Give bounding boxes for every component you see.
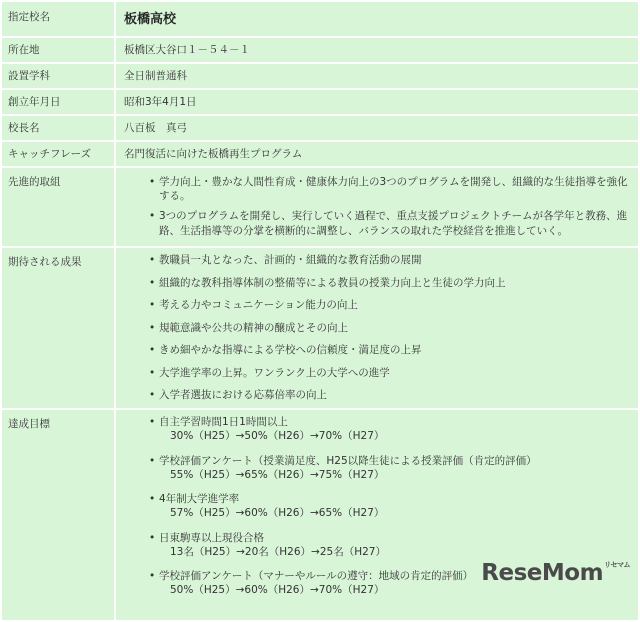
- label-principal: 校長名: [2, 116, 116, 140]
- label-address: 所在地: [2, 38, 116, 62]
- goal-title: 学校評価アンケート（マナーやルールの遵守：地域の肯定的評価）: [159, 570, 474, 582]
- goal-detail: 13名（H25）→20名（H26）→25名（H27）: [170, 545, 386, 558]
- goal-item: [159, 415, 632, 454]
- list-item: • 3つのプログラムを開発し、実行していく過程で、重点支援プロジェクトチームが各学年と教務、進路、生活指導等の分掌を横断的に調整し、バランスの取れた学校経営を推進していく。: [159, 209, 632, 237]
- row-course: [2, 64, 638, 90]
- row-goals: [2, 410, 638, 622]
- label-founded: 創立年月日: [2, 90, 116, 114]
- label-goals: 達成目標: [2, 410, 116, 620]
- row-advanced-initiatives: [2, 168, 638, 248]
- goal-title: 学校評価アンケート（授業満足度、H25以降生徒による授業評価（肯定的評価）: [159, 454, 537, 467]
- label-advanced-initiatives: 先進的取組: [2, 168, 116, 246]
- goal-title: 日東駒専以上現役合格: [159, 531, 264, 544]
- list-item: • 規範意識や公共の精神の醸成とその向上: [159, 321, 632, 344]
- goal-detail: 30%（H25）→50%（H26）→70%（H27）: [170, 430, 385, 443]
- list-item: • 学力向上・豊かな人間性育成・健康体力向上の3つのプログラムを開発し、組織的な生徒指導を強化する。: [159, 175, 632, 203]
- row-catchphrase: [2, 142, 638, 168]
- label-expected-results: 期待される成果: [2, 248, 116, 408]
- row-address: [2, 38, 638, 64]
- row-expected-results: [2, 248, 638, 410]
- value-course: 全日制普通科: [116, 64, 638, 88]
- row-principal: [2, 116, 638, 142]
- label-school-name: 指定校名: [2, 2, 116, 36]
- label-catchphrase: キャッチフレーズ: [2, 142, 116, 166]
- value-founded: 昭和3年4月1日: [116, 90, 638, 114]
- goal-detail: 50%（H25）→60%（H26）→70%（H27）: [170, 584, 385, 597]
- resemom-logo: [481, 560, 630, 586]
- goal-item: [159, 454, 632, 493]
- goal-title: 4年制大学進学率: [159, 493, 240, 505]
- value-expected-results: [116, 248, 638, 408]
- school-info-table: [2, 2, 638, 622]
- row-founded: [2, 90, 638, 116]
- value-school-name: 板橋高校: [116, 2, 638, 36]
- goal-detail: 57%（H25）→60%（H26）→65%（H27）: [170, 507, 385, 520]
- list-item: • 教職員一丸となった、計画的・組織的な教育活動の展開: [159, 253, 632, 276]
- value-address: 板橋区大谷口１－５４－１: [116, 38, 638, 62]
- list-item: • 入学者選抜における応募倍率の向上: [159, 388, 632, 411]
- goal-detail: 55%（H25）→65%（H26）→75%（H27）: [170, 468, 385, 481]
- logo-tm: リセマム: [604, 561, 630, 569]
- value-catchphrase: 名門復活に向けた板橋再生プログラム: [116, 142, 638, 166]
- value-principal: 八百板 真弓: [116, 116, 638, 140]
- value-goals: [116, 410, 638, 620]
- goal-title: 自主学習時間1日1時間以上: [159, 416, 288, 428]
- value-advanced-initiatives: [116, 168, 638, 246]
- list-item: • 組織的な教科指導体制の整備等による教員の授業力向上と生徒の学力向上: [159, 276, 632, 299]
- list-item: • 考える力やコミュニケーション能力の向上: [159, 298, 632, 321]
- label-course: 設置学科: [2, 64, 116, 88]
- goal-item: [159, 492, 632, 531]
- list-item: • 大学進学率の上昇。ワンランク上の大学への進学: [159, 366, 632, 389]
- list-item: • きめ細やかな指導による学校への信頼度・満足度の上昇: [159, 343, 632, 366]
- row-school-name: [2, 2, 638, 38]
- logo-text: ReseMom: [481, 560, 604, 586]
